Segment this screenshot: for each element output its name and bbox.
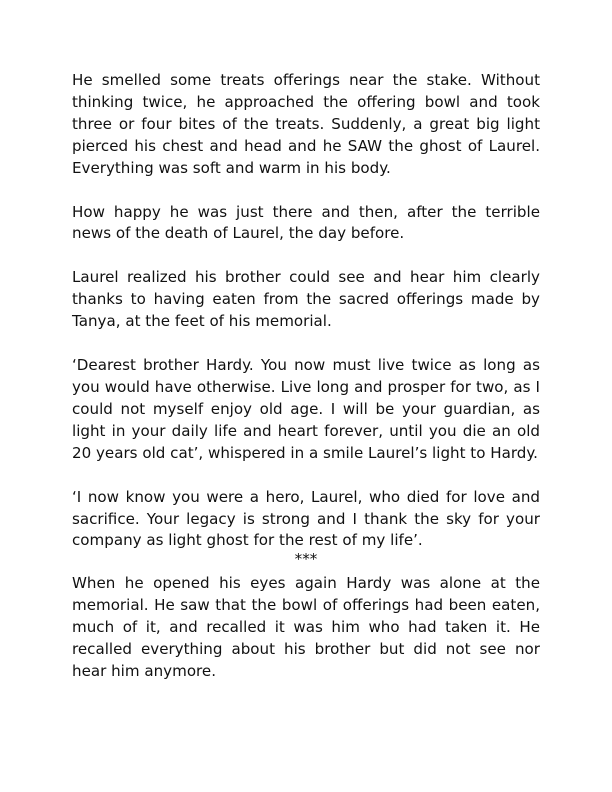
paragraph-hero-laurel: ‘I now know you were a hero, Laurel, who died for love and sacrifice. Your legacy is strong and I thank the sky for your company as light ghost for the rest of my life’. [72,487,540,550]
section-separator: *** [294,550,318,569]
paragraph-treats-offerings: He smelled some treats offerings near the stake. Without thinking twice, he approached the offering bowl and took three or four bites of the treats. Suddenly, a great big light pierced his chest and head and he SAW the ghost of Laurel. Everything was soft and warm in his body. [72,71,540,177]
document-page [72,70,540,683]
paragraph-how-happy: How happy he was just there and then, after the terrible news of the death of Laurel, the day before. [72,202,540,243]
paragraph-laurel-realized: Laurel realized his brother could see and hear him clearly thanks to having eaten from the sacred offerings made by Tanya, at the feet of his memorial. [72,268,540,331]
paragraph-opened-eyes: When he opened his eyes again Hardy was alone at the memorial. He saw that the bowl of offerings had been eaten, much of it, and recalled it was him who had taken it. He recalled everything about his brother but did not see nor hear him anymore. [72,574,540,680]
paragraph-dearest-brother: ‘Dearest brother Hardy. You now must live twice as long as you would have otherwise. Live long and prosper for two, as I could not myself enjoy old age. I will be your guardian, as light in your daily life and heart forever, until you die an old 20 years old cat’, whispered in a smile Laurel’s light to Hardy. [72,356,540,462]
